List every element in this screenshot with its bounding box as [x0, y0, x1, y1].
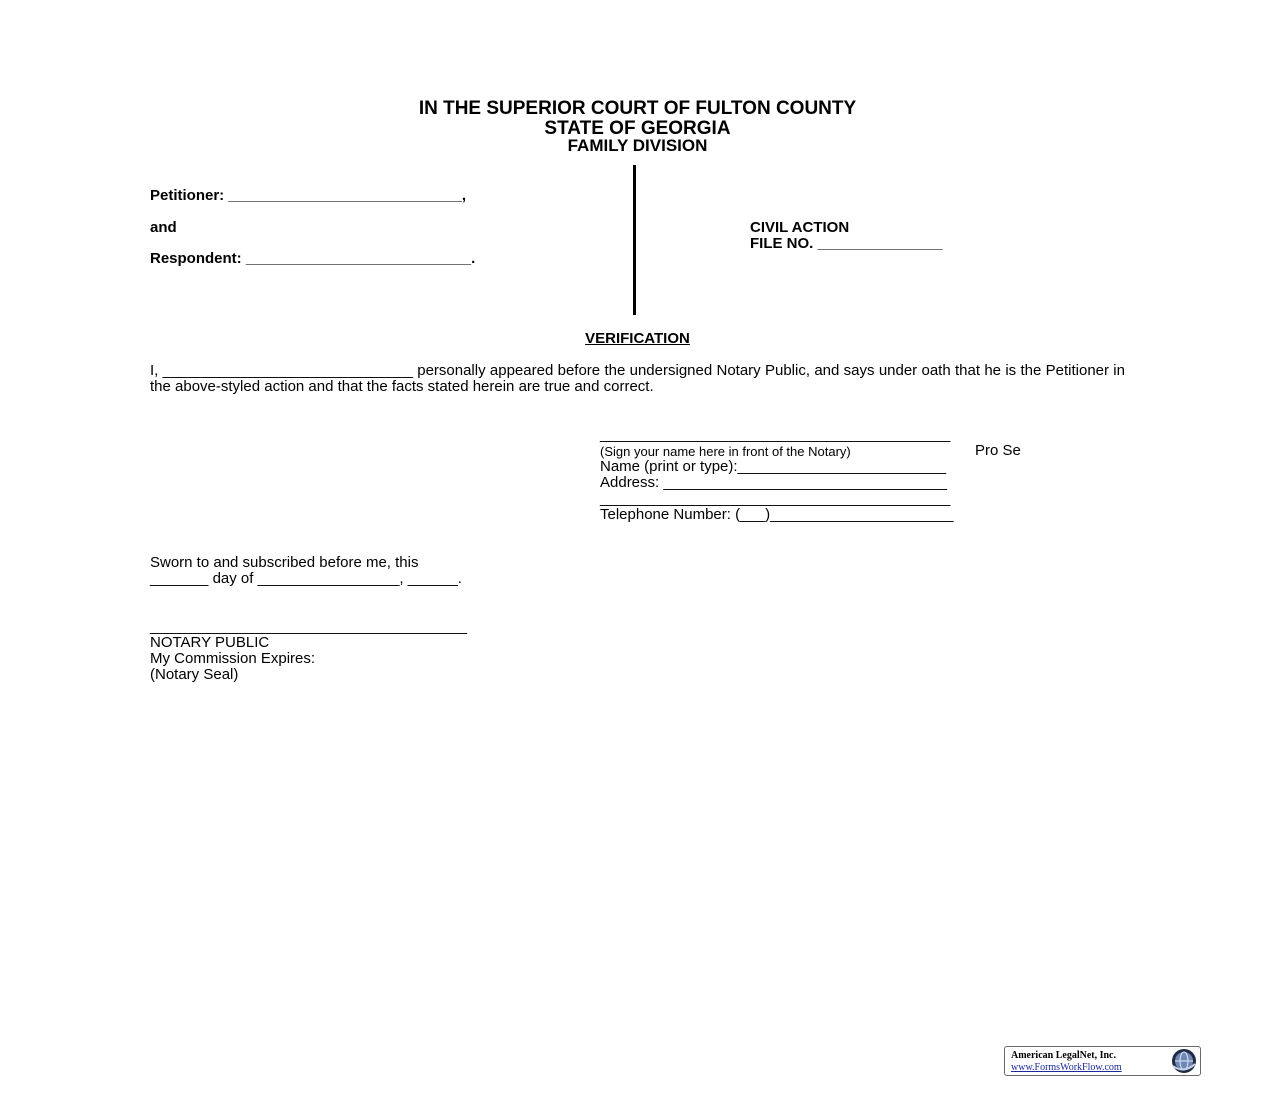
logo-url-link[interactable]: www.FormsWorkFlow.com — [1011, 1062, 1122, 1073]
telephone-field[interactable]: Telephone Number: (___)______________________ — [600, 506, 954, 523]
signature-instruction: (Sign your name here in front of the Notary) — [600, 444, 851, 459]
state-title: STATE OF GEORGIA — [544, 118, 731, 139]
signature-line[interactable]: __________________________________________ — [600, 426, 951, 443]
verification-paragraph: I, ______________________________ personally appeared before the undersigned Notary Public, and says under oath that he is the Petitioner in the above-styled action and that the facts stated herein are true and correct. — [150, 362, 1125, 395]
notary-seal-label: (Notary Seal) — [150, 666, 239, 683]
logo-company-name: American LegalNet, Inc. — [1011, 1050, 1116, 1061]
and-label: and — [150, 219, 177, 236]
petitioner-field[interactable]: Petitioner: ____________________________, — [150, 187, 467, 204]
pro-se-label: Pro Se — [975, 442, 1021, 459]
sworn-statement: Sworn to and subscribed before me, this — [150, 554, 419, 571]
verification-title: VERIFICATION — [585, 330, 690, 347]
american-legalnet-logo[interactable] — [1004, 1046, 1201, 1076]
address-line-2[interactable]: __________________________________________ — [600, 490, 951, 507]
date-line[interactable]: _______ day of _________________, ______. — [150, 570, 462, 587]
name-field[interactable]: Name (print or type):_________________________ — [600, 458, 947, 475]
commission-expires-label: My Commission Expires: — [150, 650, 316, 667]
address-field[interactable]: Address: __________________________________ — [600, 474, 947, 491]
civil-action-label: CIVIL ACTION — [750, 219, 850, 236]
file-number-field[interactable]: FILE NO. _______________ — [750, 235, 943, 252]
notary-public-label: NOTARY PUBLIC — [150, 634, 270, 651]
notary-signature-line[interactable]: ______________________________________ — [150, 618, 468, 635]
division-title: FAMILY DIVISION — [567, 136, 708, 155]
caption-divider — [633, 165, 636, 315]
court-title: IN THE SUPERIOR COURT OF FULTON COUNTY — [418, 98, 857, 119]
respondent-field[interactable]: Respondent: ___________________________. — [150, 250, 476, 267]
globe-icon — [1171, 1048, 1197, 1074]
